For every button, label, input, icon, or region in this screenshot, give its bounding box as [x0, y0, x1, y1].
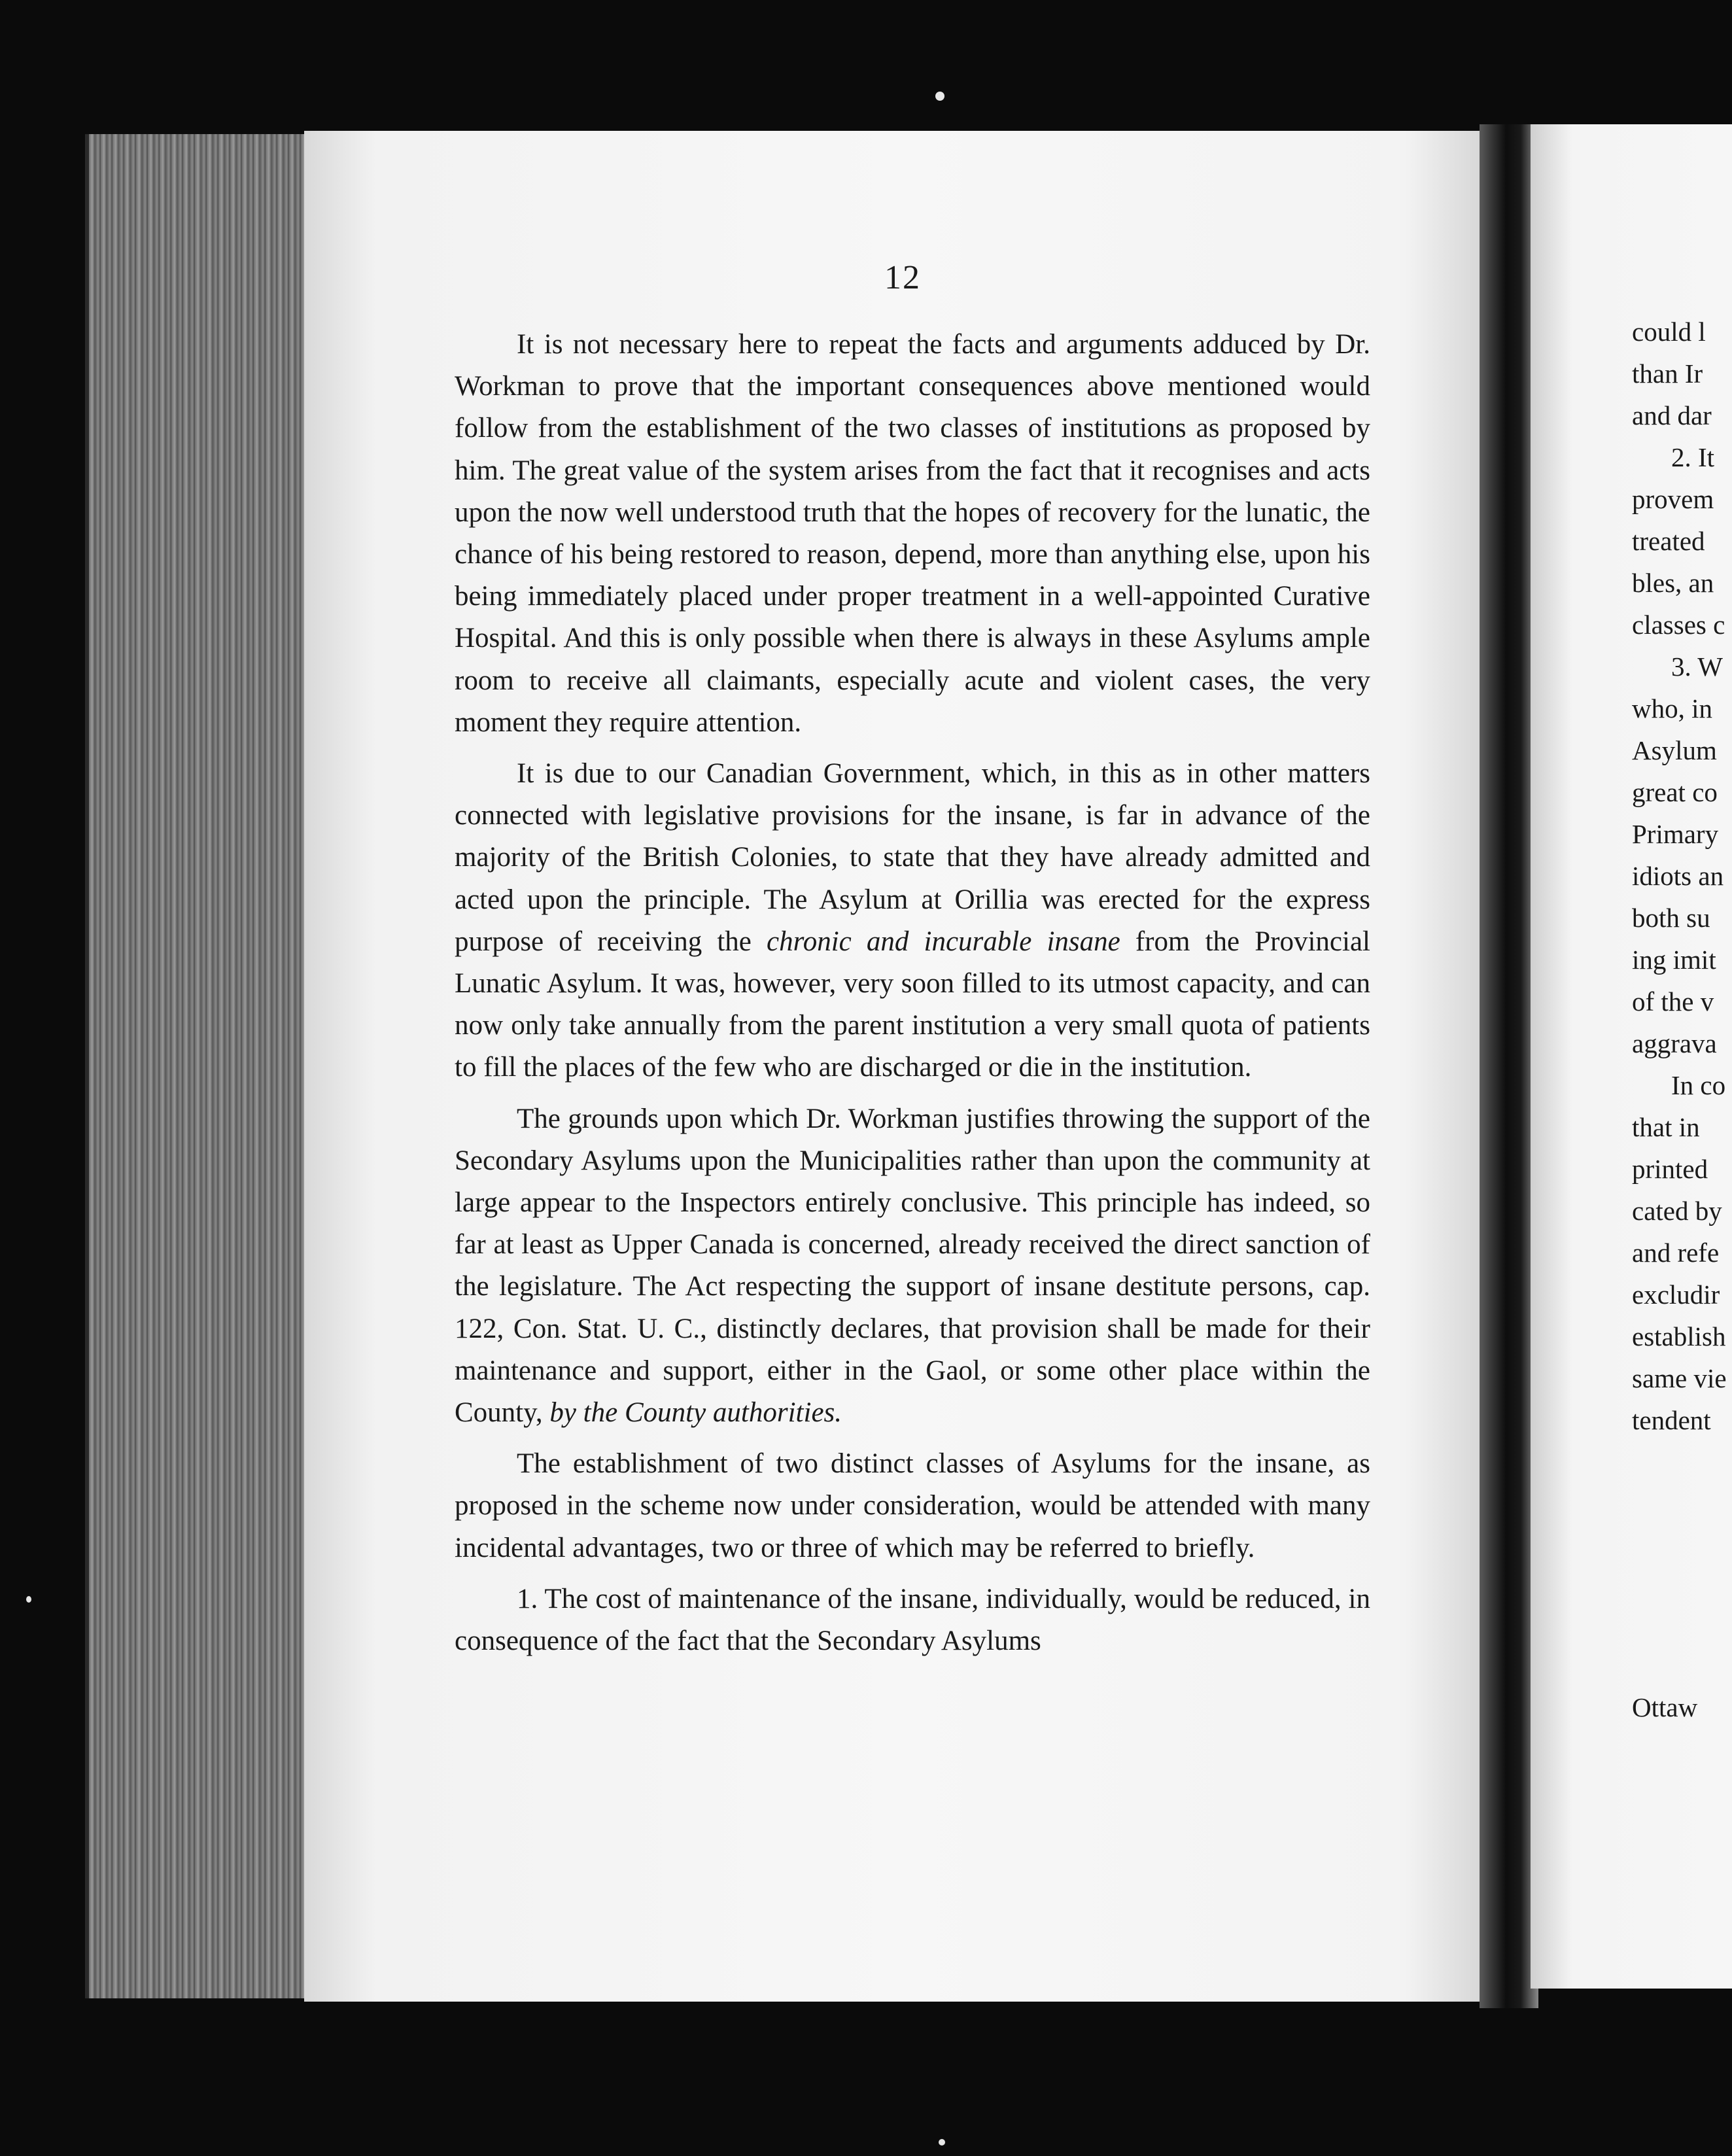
italic-phrase: by the County authorities.: [549, 1397, 842, 1429]
right-page-line: and refe: [1632, 1238, 1720, 1268]
right-page-line: 3. W: [1671, 652, 1723, 682]
right-page-line: that in: [1632, 1112, 1700, 1142]
page-number: 12: [884, 259, 921, 296]
right-page-line: provem: [1632, 484, 1714, 514]
right-page: [1531, 124, 1732, 1989]
dust-speck: [26, 1596, 31, 1603]
right-page-line: same vie: [1632, 1363, 1727, 1393]
right-page-line: idiots an: [1632, 861, 1724, 891]
left-page: [304, 131, 1501, 2002]
right-page-line: Primary: [1632, 819, 1719, 849]
right-page-text: [1632, 311, 1732, 1441]
right-page-line: who, in: [1632, 693, 1712, 723]
right-page-line: great co: [1632, 777, 1718, 807]
right-page-line: ing imit: [1632, 945, 1716, 975]
right-page-line: excludir: [1632, 1279, 1720, 1310]
right-page-line: In co: [1671, 1070, 1726, 1100]
right-page-line: treated: [1632, 526, 1705, 556]
paragraph: The grounds upon which Dr. Workman justifies throwing the support of the Secondary Asylums upon the Municipalities rather than upon the community at large appear to the Inspectors entirely conclusive. This principle has indeed, so far at least as Upper Canada is concerned, already received the direct sanction of the legislature. The Act respecting the support of insane destitute persons, cap. 122, Con. Stat. U. C., distinctly declares, that provision shall be made for their maintenance and support, either in the Gaol, or some other place within the County, by the County authorities.: [455, 1103, 1370, 1429]
right-page-line: aggrava: [1632, 1028, 1717, 1058]
right-page-line: Asylum: [1632, 735, 1717, 765]
paragraph: It is due to our Canadian Government, which, in this as in other matters connected with legislative provisions for the insane, is far in advance of the majority of the British Colonies, to state that they have already admitted and acted upon the principle. The Asylum at Orillia was erected for the express purpose of receiving the chronic and incurable insane from the Provincial Lunatic Asylum. It was, however, very soon filled to its utmost capacity, and can now only take annually from the parent institution a very small quota of patients to fill the places of the few who are discharged or die in the institution.: [455, 758, 1370, 1083]
right-page-line: bles, an: [1632, 568, 1714, 598]
paragraph: The establishment of two distinct classes of Asylums for the insane, as proposed in the scheme now under consideration, would be attended with many incidental advantages, two or three of which may be referred to briefly.: [455, 1448, 1370, 1563]
right-page-line: both su: [1632, 903, 1710, 933]
right-page-line: of the v: [1632, 986, 1714, 1017]
right-page-line: 2. It: [1671, 442, 1715, 472]
italic-phrase: chronic and incurable insane: [767, 926, 1120, 957]
right-page-line: establish: [1632, 1321, 1726, 1351]
dust-speck: [935, 92, 944, 101]
right-page-signoff: Ottaw: [1632, 1692, 1698, 1722]
book-page-edges: [85, 134, 324, 1998]
right-page-line: than Ir: [1632, 358, 1703, 389]
paragraph: 1. The cost of maintenance of the insane, individually, would be reduced, in consequence of the fact that the Secondary Asylums: [455, 1583, 1370, 1657]
right-page-line: tendent: [1632, 1405, 1711, 1435]
right-page-line: and dar: [1632, 400, 1712, 430]
right-page-line: could l: [1632, 317, 1706, 347]
right-page-line: printed: [1632, 1154, 1708, 1184]
paragraph: It is not necessary here to repeat the facts and arguments adduced by Dr. Workman to prove that the important consequences above mentioned would follow from the establishment of the two classes of institutions as proposed by him. The great value of the system arises from the fact that it recognises and acts upon the now well understood truth that the hopes of recovery for the lunatic, the chance of his being restored to reason, depend, more than anything else, upon his being immediately placed under proper treatment in a well-appointed Curative Hospital. And this is only possible when there is always in these Asylums ample room to receive all claimants, especially acute and violent cases, the very moment they require attention.: [455, 329, 1370, 738]
dust-speck: [939, 2139, 945, 2146]
right-page-line: cated by: [1632, 1196, 1722, 1226]
body-text: [455, 324, 1370, 1662]
right-page-line: classes c: [1632, 610, 1725, 640]
book-gutter: [1480, 124, 1538, 2008]
